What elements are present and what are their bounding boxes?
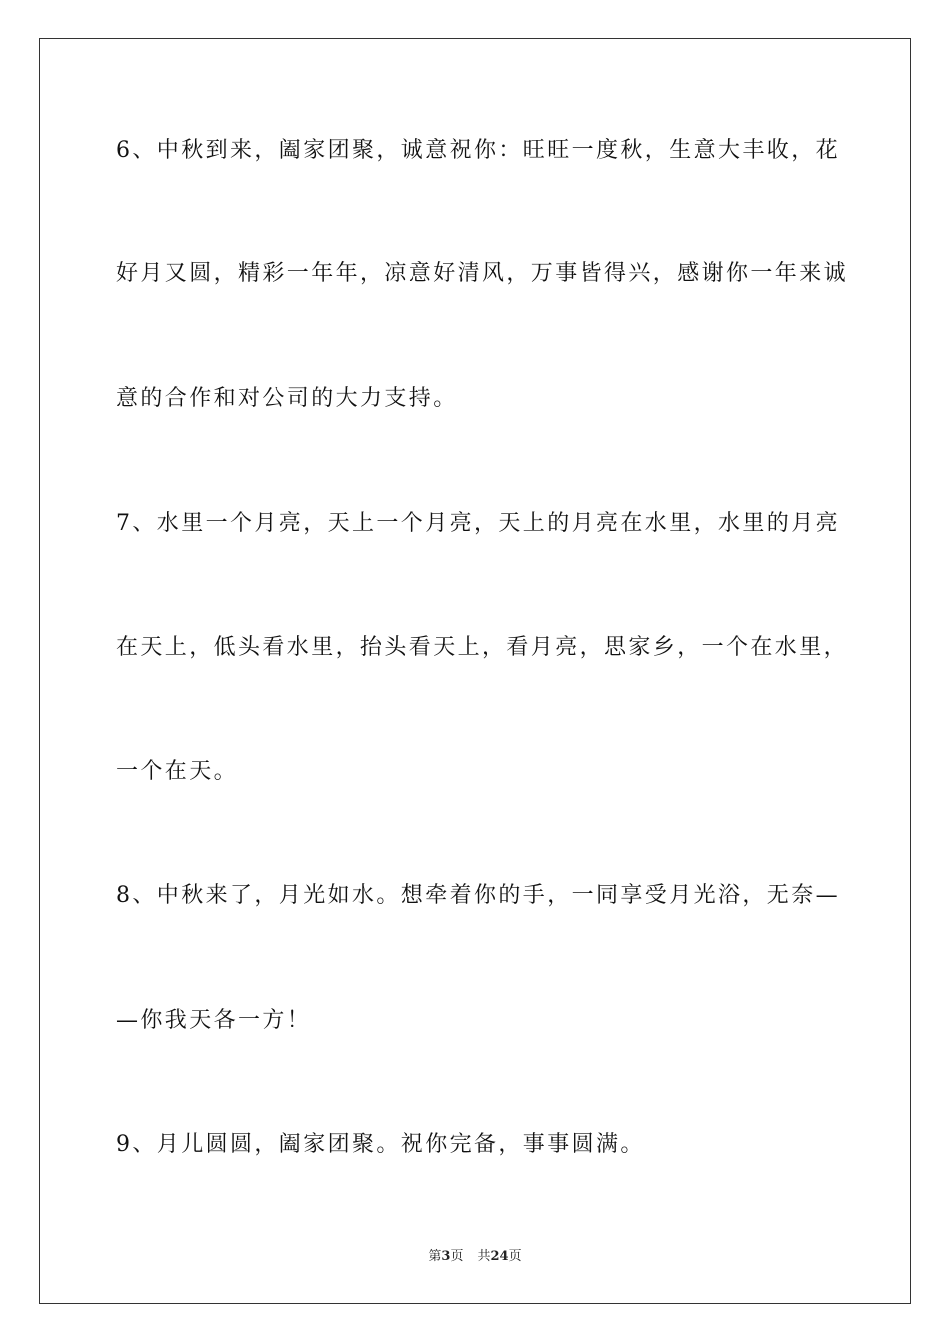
page-suffix: 页: [450, 1249, 464, 1264]
text-line-6: 一个在天。: [116, 759, 239, 784]
total-prefix: 共: [477, 1249, 491, 1264]
text-line-2: 好月又圆，精彩一年年，凉意好清风，万事皆得兴，感谢你一年来诚: [116, 261, 849, 286]
text-line-8: —你我天各一方！: [116, 1008, 312, 1033]
page-border: [39, 38, 911, 1304]
text-line-9: 9、月儿圆圆，阖家团聚。祝你完备，事事圆满。: [116, 1132, 645, 1157]
text-line-5: 在天上，低头看水里，抬头看天上，看月亮，思家乡，一个在水里，: [116, 635, 849, 660]
text-line-7: 8、中秋来了，月光如水。想牵着你的手，一同享受月光浴，无奈—: [116, 883, 840, 908]
text-line-1: 6、中秋到来，阖家团聚，诚意祝你：旺旺一度秋，生意大丰收，花: [116, 138, 840, 163]
page-current: 3: [441, 1249, 451, 1264]
page-total: 24: [490, 1249, 509, 1264]
page-footer: [0, 1248, 950, 1266]
total-suffix: 页: [508, 1249, 522, 1264]
text-line-4: 7、水里一个月亮，天上一个月亮，天上的月亮在水里，水里的月亮: [116, 511, 840, 536]
page-prefix: 第: [428, 1249, 442, 1264]
text-line-3: 意的合作和对公司的大力支持。: [116, 386, 458, 411]
